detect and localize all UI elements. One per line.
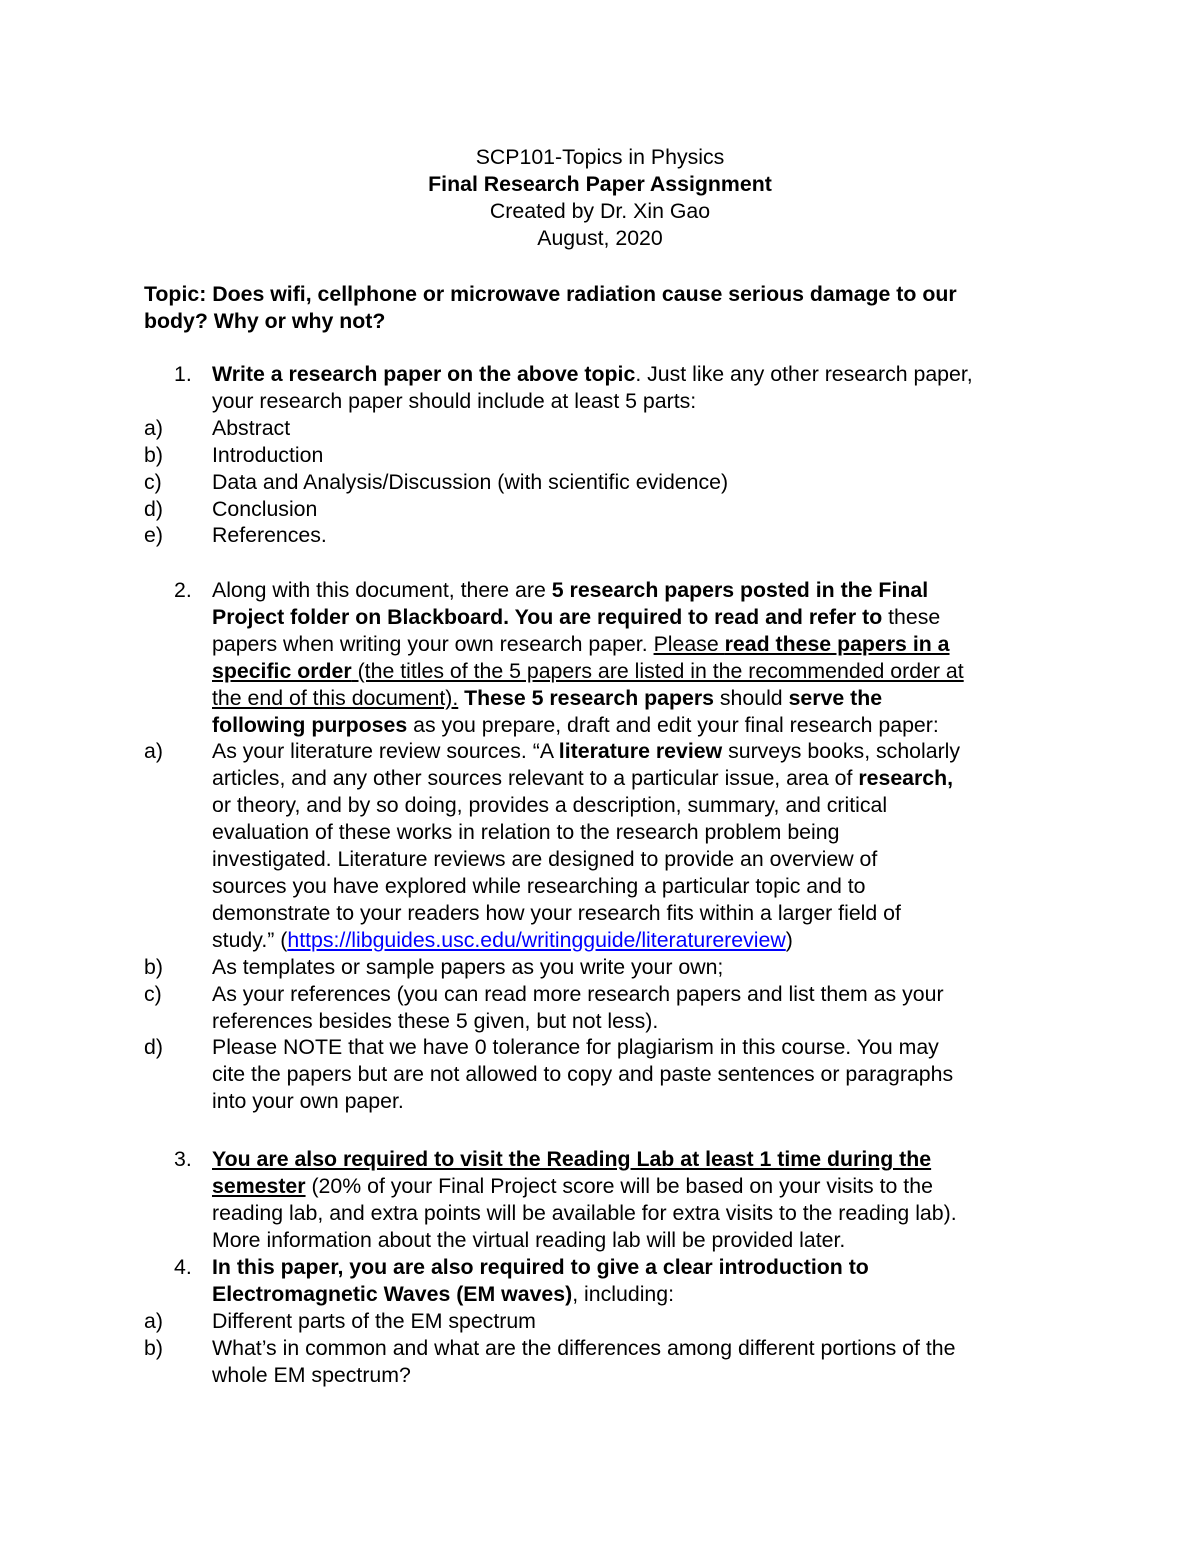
text: More information about the virtual reading lab will be provided later. [212, 1227, 846, 1252]
part-label: b) [144, 1335, 163, 1360]
item-4-part-b [144, 1335, 1054, 1389]
item-2-part-b [144, 954, 1054, 981]
item-3-number: 3. [174, 1147, 192, 1171]
item-4-number: 4. [174, 1255, 192, 1279]
text: reading lab, and extra points will be available for extra visits to the reading lab). [212, 1200, 957, 1225]
part-label: b) [144, 442, 163, 467]
text: Along with this document, there are [212, 578, 552, 602]
topic-line-2: body? Why or why not? [144, 308, 386, 333]
text: What’s in common and what are the differences among different portions of the [212, 1335, 956, 1360]
date-line: August, 2020 [537, 226, 663, 250]
bold-text: 5 research papers posted in the Final [551, 578, 929, 602]
text: sources you have explored while researching a particular topic and to [212, 873, 866, 898]
item-2-main [144, 577, 1054, 738]
text: Different parts of the EM spectrum [212, 1308, 536, 1333]
item-1-part-b [144, 442, 1054, 469]
text: surveys books, scholarly [722, 739, 961, 764]
text: cite the papers but are not allowed to copy and paste sentences or paragraphs [212, 1062, 954, 1087]
bold-text: serve the [788, 685, 883, 710]
underlined-bold-text: You are also required to visit the Reading Lab at least 1 time during the [212, 1147, 932, 1171]
text: (20% of your Final Project score will be based on your visits to the [305, 1173, 933, 1198]
assignment-title: Final Research Paper Assignment [428, 172, 772, 196]
text: these [882, 604, 941, 629]
text: evaluation of these works in relation to the research problem being [212, 820, 840, 845]
text: articles, and any other sources relevant to a particular issue, area of [212, 766, 859, 791]
item-3-main [144, 1146, 1054, 1254]
part-label: b) [144, 954, 163, 979]
literature-review-link[interactable]: https://libguides.usc.edu/writingguide/literaturereview [287, 927, 786, 952]
text: demonstrate to your readers how your research fits within a larger field of [212, 900, 901, 925]
author-line: Created by Dr. Xin Gao [489, 199, 711, 223]
course-title: SCP101-Topics in Physics [475, 145, 725, 169]
text: As templates or sample papers as you write your own; [212, 954, 724, 979]
part-text: Introduction [212, 442, 324, 467]
text: Please NOTE that we have 0 tolerance for plagiarism in this course. You may [212, 1035, 939, 1060]
part-label: d) [144, 1035, 163, 1060]
item-4 [144, 1254, 1054, 1389]
item-1-part-a [144, 415, 1054, 442]
text: , including: [572, 1281, 675, 1306]
topic-heading [144, 281, 1054, 335]
underlined-text: (the titles of the 5 papers are listed in the recommended order at [351, 658, 964, 683]
topic-line-1: Topic: Does wifi, cellphone or microwave radiation cause serious damage to our [144, 282, 957, 306]
bold-text: These 5 research papers [458, 685, 714, 710]
text: into your own paper. [212, 1089, 404, 1114]
text: investigated. Literature reviews are designed to provide an overview of [212, 847, 878, 872]
part-label: c) [144, 469, 162, 494]
text: as you prepare, draft and edit your final research paper: [407, 712, 939, 737]
bold-text: following purposes [212, 712, 408, 737]
item-1-bold: Write a research paper on the above topic [212, 362, 636, 386]
item-4-main [144, 1254, 1054, 1308]
part-label: a) [144, 1308, 163, 1333]
item-3 [144, 1146, 1054, 1254]
bold-text: research, [858, 766, 954, 791]
bold-text: Project folder on Blackboard. You are required to read and refer to [212, 604, 883, 629]
part-label: a) [144, 739, 163, 764]
text: references besides these 5 given, but not less). [212, 1008, 659, 1033]
text: should [713, 685, 789, 710]
text: ) [785, 927, 793, 952]
text: whole EM spectrum? [212, 1362, 411, 1387]
item-2-part-c [144, 981, 1054, 1035]
item-1-part-c [144, 469, 1054, 496]
part-text: References. [212, 523, 327, 548]
text: As your references (you can read more research papers and list them as your [212, 981, 944, 1006]
item-1-main [144, 361, 1054, 415]
item-2-part-a [144, 738, 1054, 953]
underlined-bold-text: read these papers in a [724, 631, 950, 656]
part-text: Conclusion [212, 496, 318, 521]
part-label: c) [144, 981, 162, 1006]
item-1-text-2: your research paper should include at least 5 parts: [212, 388, 697, 413]
part-label: e) [144, 523, 163, 548]
item-2-part-d [144, 1034, 1054, 1115]
text: papers when writing your own research paper. [212, 631, 654, 656]
text: As your literature review sources. “A [212, 739, 559, 764]
item-1-part-e [144, 522, 1054, 549]
bold-text: In this paper, you are also required to give a clear introduction to [212, 1255, 869, 1279]
text: or theory, and by so doing, provides a description, summary, and critical [212, 793, 888, 818]
part-label: a) [144, 415, 163, 440]
text: study.” ( [212, 927, 288, 952]
item-1-part-d [144, 496, 1054, 523]
document-header [0, 144, 1200, 252]
underlined-bold-text: specific order [212, 658, 352, 683]
part-label: d) [144, 496, 163, 521]
item-1-text-1: . Just like any other research paper, [635, 362, 973, 386]
item-1 [144, 361, 1054, 549]
item-2 [144, 577, 1054, 1115]
part-text: Abstract [212, 415, 291, 440]
underlined-text: Please [653, 631, 725, 656]
part-text: Data and Analysis/Discussion (with scientific evidence) [212, 469, 729, 494]
bold-text: literature review [558, 739, 723, 764]
item-1-number: 1. [174, 362, 192, 386]
underlined-text: the end of this document). [212, 685, 459, 710]
item-2-number: 2. [174, 578, 192, 602]
item-4-part-a [144, 1308, 1054, 1335]
bold-text: Electromagnetic Waves (EM waves) [212, 1281, 573, 1306]
underlined-bold-text: semester [212, 1173, 306, 1198]
